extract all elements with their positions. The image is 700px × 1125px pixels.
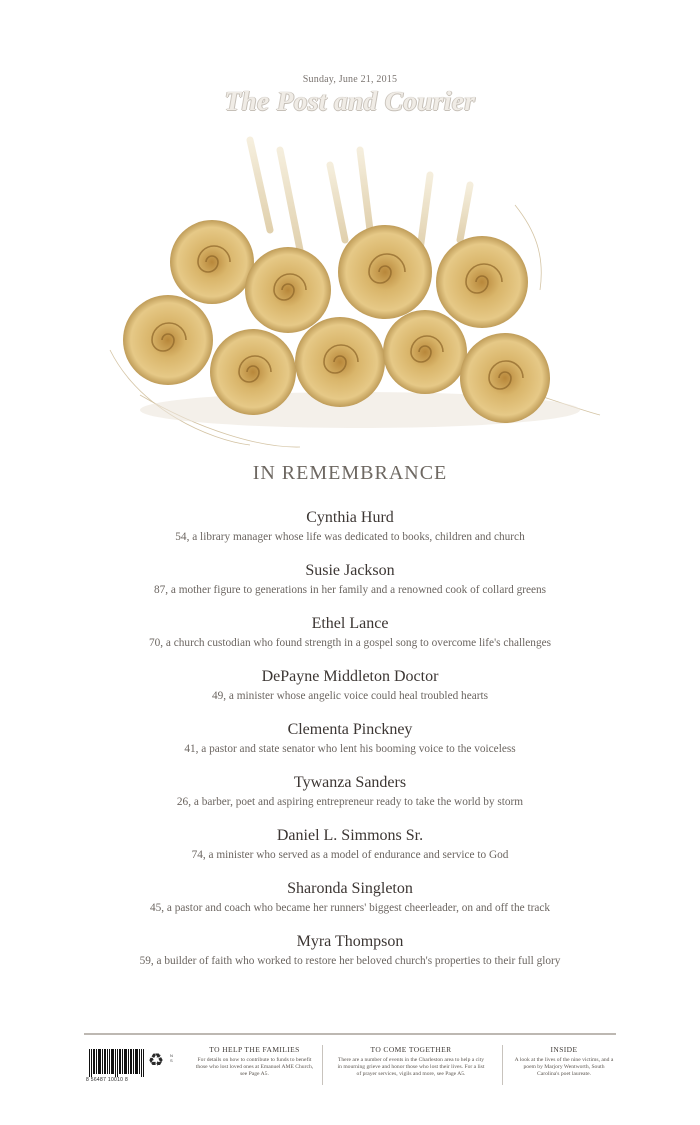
victim-entry <box>0 825 700 878</box>
help-families-block <box>192 1045 317 1077</box>
victim-entry <box>0 719 700 772</box>
footer <box>84 1033 616 1087</box>
victim-description: 87, a mother figure to generations in her family and a renowned cook of collard greens <box>153 584 547 596</box>
barcode <box>89 1049 145 1077</box>
victim-name: Myra Thompson <box>296 933 404 950</box>
victim-entry <box>0 507 700 560</box>
victim-description: 41, a pastor and state senator who lent his booming voice to the voiceless <box>184 743 516 755</box>
section-title: IN REMEMBRANCE <box>252 462 448 484</box>
inside-block <box>514 1045 614 1077</box>
victim-name: Tywanza Sanders <box>293 774 407 791</box>
masthead-logo: The Post and Courier <box>224 86 476 116</box>
barcode-number: 8 56487 10010 8 <box>86 1077 129 1083</box>
victim-name: Susie Jackson <box>305 562 395 579</box>
rose-cluster <box>123 220 550 423</box>
victim-name: Clementa Pinckney <box>287 721 413 738</box>
victim-description: 45, a pastor and coach who became her runners' biggest cheerleader, on and off the track <box>149 902 551 914</box>
victim-description: 70, a church custodian who found strength in a gospel song to overcome life's challenges <box>148 637 552 649</box>
victim-name: Cynthia Hurd <box>306 509 394 526</box>
help-families-title: TO HELP THE FAMILIES <box>209 1045 300 1054</box>
victim-entry <box>0 772 700 825</box>
inside-title: INSIDE <box>550 1045 578 1054</box>
come-together-text: There are a number of events in the Charleston area to help a city in mourning grieve and honor those who lost their lives. For a list of prayer services, vigils and more, see Page A5. <box>337 1057 485 1077</box>
victim-description: 49, a minister whose angelic voice could heal troubled hearts <box>211 690 489 702</box>
fine-print: N S <box>170 1053 173 1063</box>
victim-entry <box>0 613 700 666</box>
victim-entry <box>0 878 700 931</box>
come-together-block <box>336 1045 486 1077</box>
dateline: Sunday, June 21, 2015 <box>302 74 398 85</box>
victim-name: DePayne Middleton Doctor <box>261 668 439 685</box>
divider <box>502 1045 503 1085</box>
victim-name: Ethel Lance <box>311 615 389 632</box>
divider <box>322 1045 323 1085</box>
victims-list <box>0 507 700 984</box>
victim-description: 59, a builder of faith who worked to restore her beloved church's properties to their full glory <box>139 955 561 967</box>
inside-text: A look at the lives of the nine victims, and a poem by Marjory Wentworth, South Carolina's poet laureate. <box>514 1057 614 1077</box>
recycle-icon: ♻ <box>148 1050 165 1071</box>
victim-entry <box>0 560 700 613</box>
palm-roses-photo <box>0 0 700 460</box>
victim-entry <box>0 931 700 984</box>
victim-name: Daniel L. Simmons Sr. <box>276 827 424 844</box>
come-together-title: TO COME TOGETHER <box>370 1045 452 1054</box>
victim-description: 26, a barber, poet and aspiring entrepreneur ready to take the world by storm <box>176 796 524 808</box>
victim-description: 74, a minister who served as a model of endurance and service to God <box>191 849 509 861</box>
victim-entry <box>0 666 700 719</box>
victim-name: Sharonda Singleton <box>287 880 413 897</box>
help-families-text: For details on how to contribute to funds to benefit those who lost loved ones at Emanuel AME Church, see Page A5. <box>195 1057 314 1077</box>
victim-description: 54, a library manager whose life was dedicated to books, children and church <box>175 531 525 543</box>
